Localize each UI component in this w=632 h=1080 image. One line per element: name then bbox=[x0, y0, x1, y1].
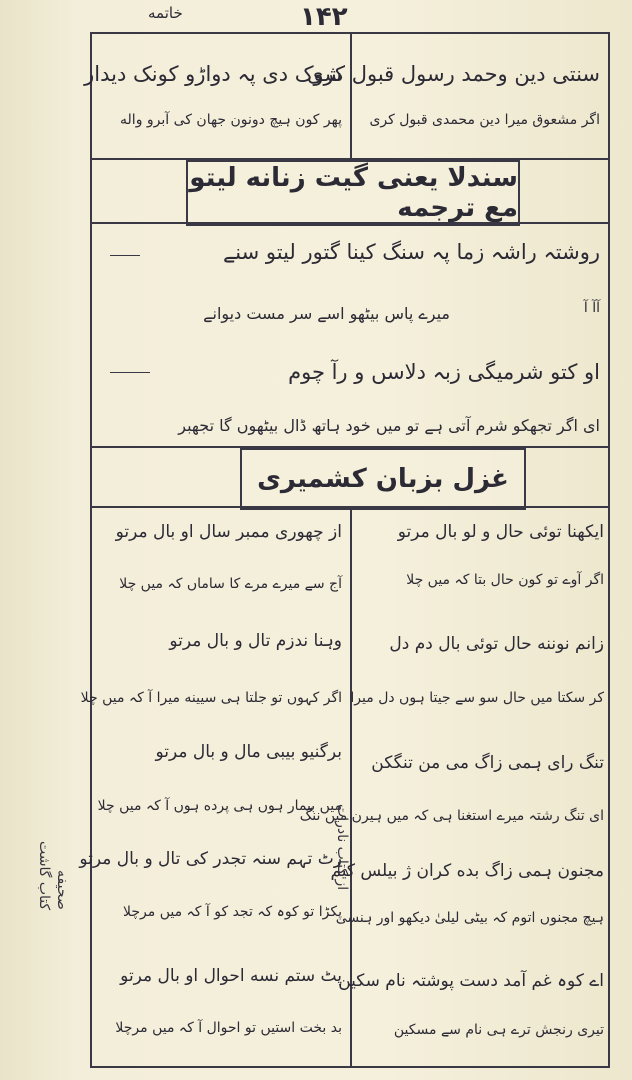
top-divider bbox=[350, 34, 352, 158]
song-title: سندلا یعنی گیت زنانه لیتو مع ترجمه bbox=[186, 160, 520, 226]
ghazal-right-line: تیری رنجش ترے ہی نام سے مسکین bbox=[393, 1022, 604, 1038]
ghazal-right-line: اے کوہ غم آمد دست پوشتہ نام سکین bbox=[338, 971, 604, 991]
ghazal-left-line: پکڑا تو کوہ کہ تجد کو آ کہ میں مرچلا bbox=[123, 904, 342, 920]
ghazal-right-line: تنگ رای ہمی زاگ می من تنگکن bbox=[371, 753, 604, 773]
divider-2 bbox=[90, 222, 610, 224]
margin-note-center: از کتاب نادرات bbox=[334, 803, 350, 890]
ghazal-right-line: اگر آوے تو کون حال بتا کہ میں چلا bbox=[406, 572, 604, 588]
page-number: ۱۴۲ bbox=[300, 2, 348, 32]
ghazal-right-line: ہیچ مجنوں اتوم کہ بیٹی لیلیٰ دیکھو اور ہنسی bbox=[335, 910, 604, 926]
top-verse-right-1: سنتی دین وحمد رسول قبول کری bbox=[307, 62, 600, 86]
song-line-3: او کتو شرمیگی زبہ دلاسں و رآ چوم bbox=[288, 360, 600, 384]
dash-mark bbox=[110, 255, 140, 256]
song-line-2-marks: آآ آ bbox=[583, 300, 600, 316]
ghazal-left-line: برگنیو بیبی مال و بال مرتو bbox=[155, 742, 342, 762]
margin-note-left-1: کتاب گاشت bbox=[36, 840, 52, 910]
ghazal-left-line: اگر کہوں تو جلتا ہی سیینه میرا آ کہ میں چلا bbox=[80, 690, 342, 706]
ghazal-left-line: بد بخت استیں تو احوال آ کہ میں مرچلا bbox=[115, 1020, 342, 1036]
top-verse-left-1: شوک دی پہ دواڑو کونک دیدار bbox=[84, 62, 342, 86]
ghazal-right-line: مجنون ہمی زاگ بده کران ژ بیلس کیم bbox=[330, 861, 604, 881]
ghazal-right-line: کر سکتا میں حال سو سے جیتا ہوں دل میرا bbox=[350, 690, 604, 706]
ghazal-left-line: رٹ تہم سنہ تجدر کی تال و بال مرتو bbox=[79, 849, 342, 869]
dash-mark bbox=[110, 372, 150, 373]
ghazal-left-line: میں بیمار ہوں ہی پرده ہوں آ کہ میں چلا bbox=[97, 798, 342, 814]
ghazal-left-line: پٹ ستم نسه احوال او بال مرتو bbox=[120, 966, 342, 986]
margin-note-left-2: صحیفه bbox=[54, 870, 70, 910]
ghazal-left-line: آج سے میرے مرے کا ساماں کہ میں چلا bbox=[119, 576, 342, 592]
ghazal-title: غزل بزبان کشمیری bbox=[240, 448, 526, 510]
song-line-1: روشتہ راشہ زما پہ سنگ کینا گتور لیتو سنے bbox=[222, 240, 600, 264]
song-line-2: میرے پاس بیٹھو اسے سر مست دیوانے bbox=[203, 304, 450, 323]
top-verse-right-2: اگر مشعوق میرا دین محمدی قبول کری bbox=[369, 112, 600, 128]
ghazal-right-line: ایکهنا توئی حال و لو بال مرتو bbox=[397, 522, 604, 542]
ghazal-left-line: از چھوری ممبر سال او بال مرتو bbox=[115, 522, 342, 542]
ghazal-right-line: زانم نوننه حال توئی بال دم دل bbox=[389, 634, 604, 654]
chapter-label: خاتمه bbox=[148, 4, 183, 22]
ghazal-right-line: ای تنگ رشتہ میرے استغنا ہی کہ میں ہیرن میں ننگ bbox=[299, 808, 604, 824]
ghazal-left-line: وہنا ندزم تال و بال مرتو bbox=[169, 631, 342, 651]
song-line-4: ای اگر تجھکو شرم آتی ہے تو میں خود ہاتھ ڈال بیٹھوں گا تجھبر bbox=[178, 416, 600, 435]
top-verse-left-2: پھر کون ہیچ دونون جهان کی آبرو واله bbox=[120, 112, 342, 128]
